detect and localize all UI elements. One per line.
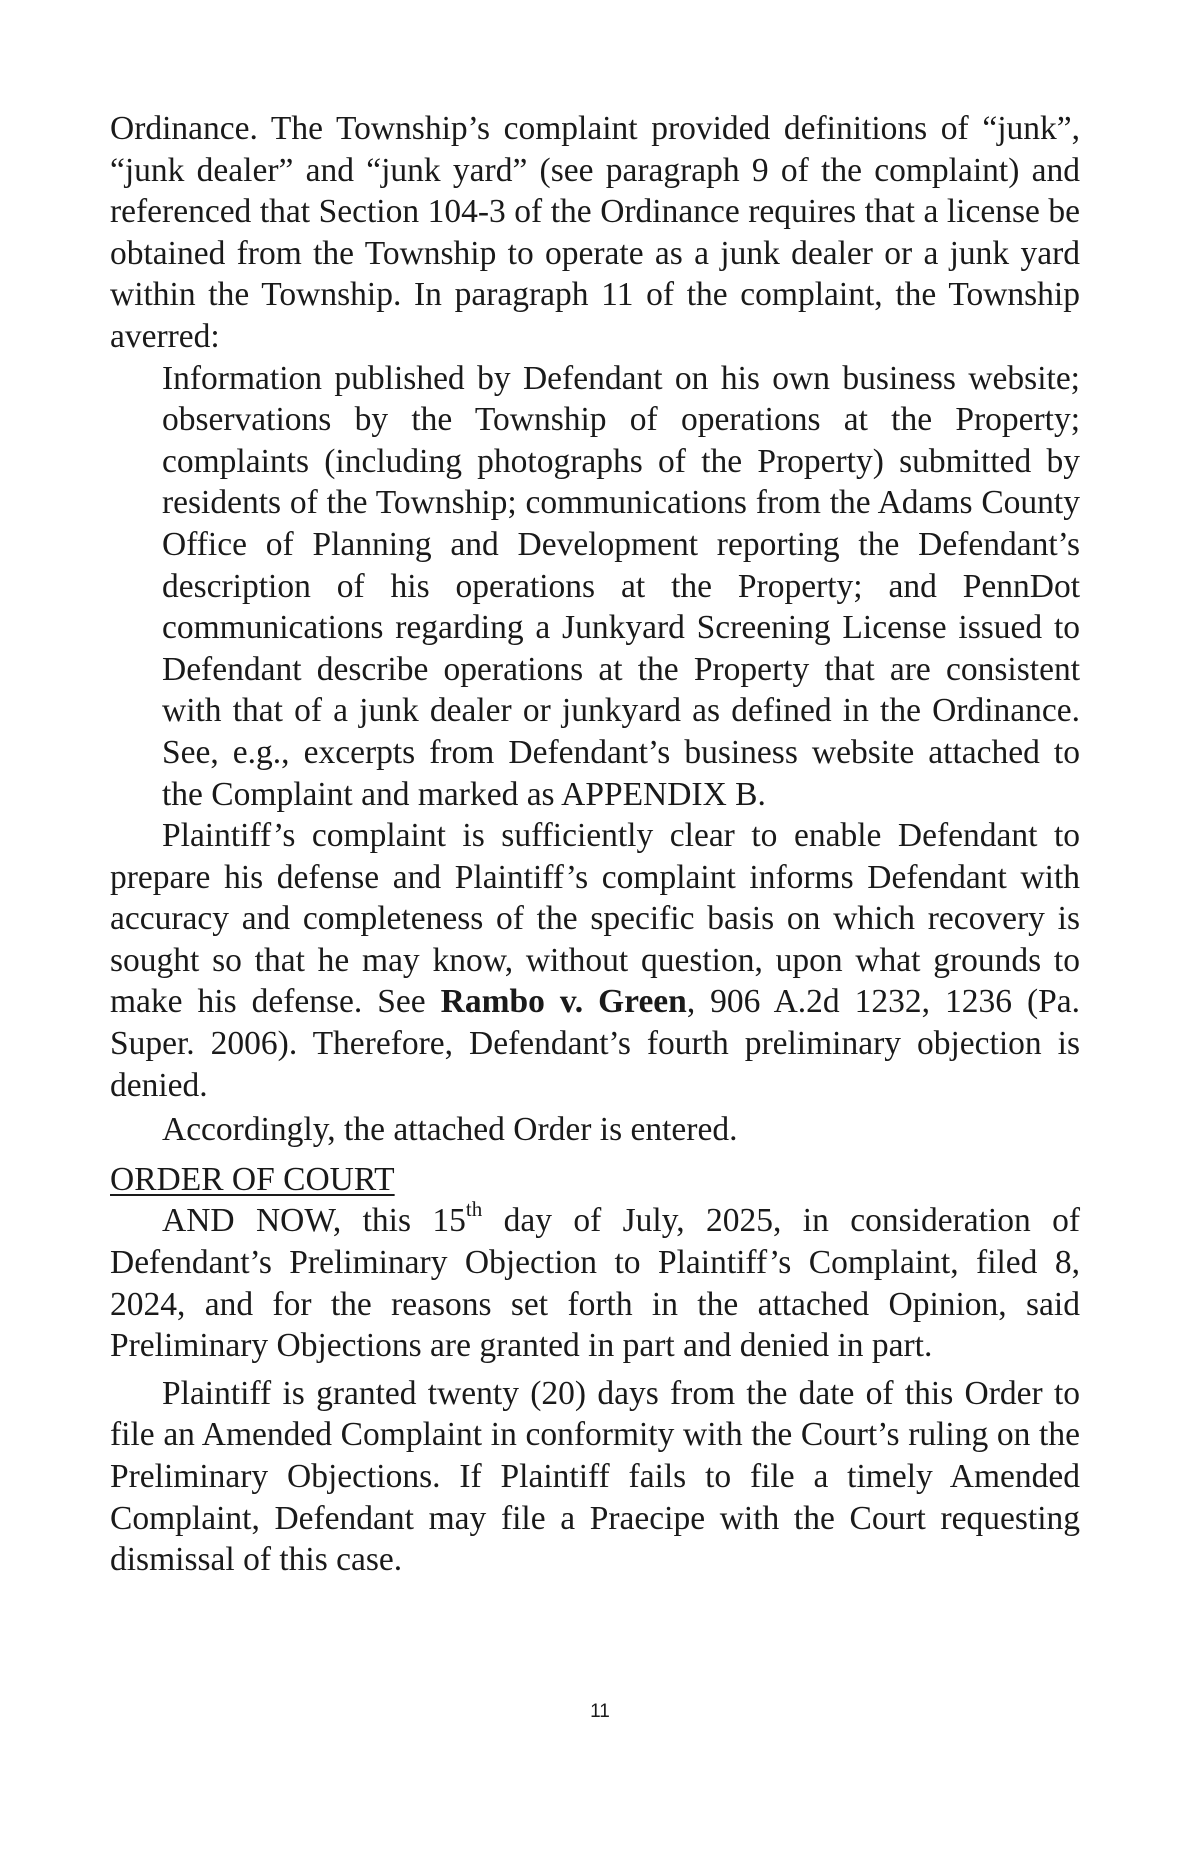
block-quote: Information published by Defendant on his own business website; observations by the Township of operations at the Property; complaints (including photographs of the Property) submitted by residents of the Township; communications from the Adams County Office of Planning and Development reporting the Defendant’s description of his operations at the Property; and PennDot communications regarding a Junkyard Screening License issued to Defendant describe operations at the Property that are consistent with that of a junk dealer or junkyard as defined in the Ordinance. See, e.g., excerpts from Defendant’s business website attached to the Complaint and marked as APPENDIX B. xyxy=(162,359,1080,813)
document-page xyxy=(110,108,1080,1581)
ordinal-superscript: th xyxy=(465,1197,483,1222)
page-number: 11 xyxy=(590,1701,610,1722)
order-heading-line xyxy=(110,1159,1080,1201)
body-paragraph-3: Accordingly, the attached Order is entered. xyxy=(162,1111,738,1149)
order-text-after-ordinal: day of July, 2025, in consideration of Defendant’s Preliminary Objection to Plaintiff’s Complaint, filed 8, 2024, and for the reasons set forth in the attached Opinion, said Preliminary Objections are granted in part and denied in part. xyxy=(110,1202,1080,1365)
order-text-before-ordinal: AND NOW, this 15 xyxy=(162,1202,466,1240)
paragraph-text-before-citation: Plaintiff’s complaint is sufficiently clear to enable Defendant to prepare his defense and Plaintiff’s complaint informs Defendant with accuracy and completeness of the specific basis on which recovery is sought so that he may know, without question, upon what grounds to make his defense. See xyxy=(110,817,1080,1021)
order-paragraph-2: Plaintiff is granted twenty (20) days from the date of this Order to file an Amended Complaint in conformity with the Court’s ruling on the Preliminary Objections. If Plaintiff fails to file a timely Amended Complaint, Defendant may file a Praecipe with the Court requesting dismissal of this case. xyxy=(110,1374,1080,1579)
order-heading: ORDER OF COURT xyxy=(110,1160,395,1198)
body-paragraph-2 xyxy=(110,815,1080,1106)
paragraph-text-after-citation: , 906 A.2d 1232, 1236 (Pa. Super. 2006). Therefore, Defendant’s fourth preliminary objection is denied. xyxy=(110,983,1080,1104)
order-paragraph-1 xyxy=(110,1197,1080,1366)
case-citation: Rambo v. Green xyxy=(440,983,687,1021)
body-paragraph-1: Ordinance. The Township’s complaint provided definitions of “junk”, “junk dealer” and “junk yard” (see paragraph 9 of the complaint) and referenced that Section 104-3 of the Ordinance requires that a license be obtained from the Township to operate as a junk dealer or a junk yard within the Township. In paragraph 11 of the complaint, the Township averred: xyxy=(110,110,1080,355)
